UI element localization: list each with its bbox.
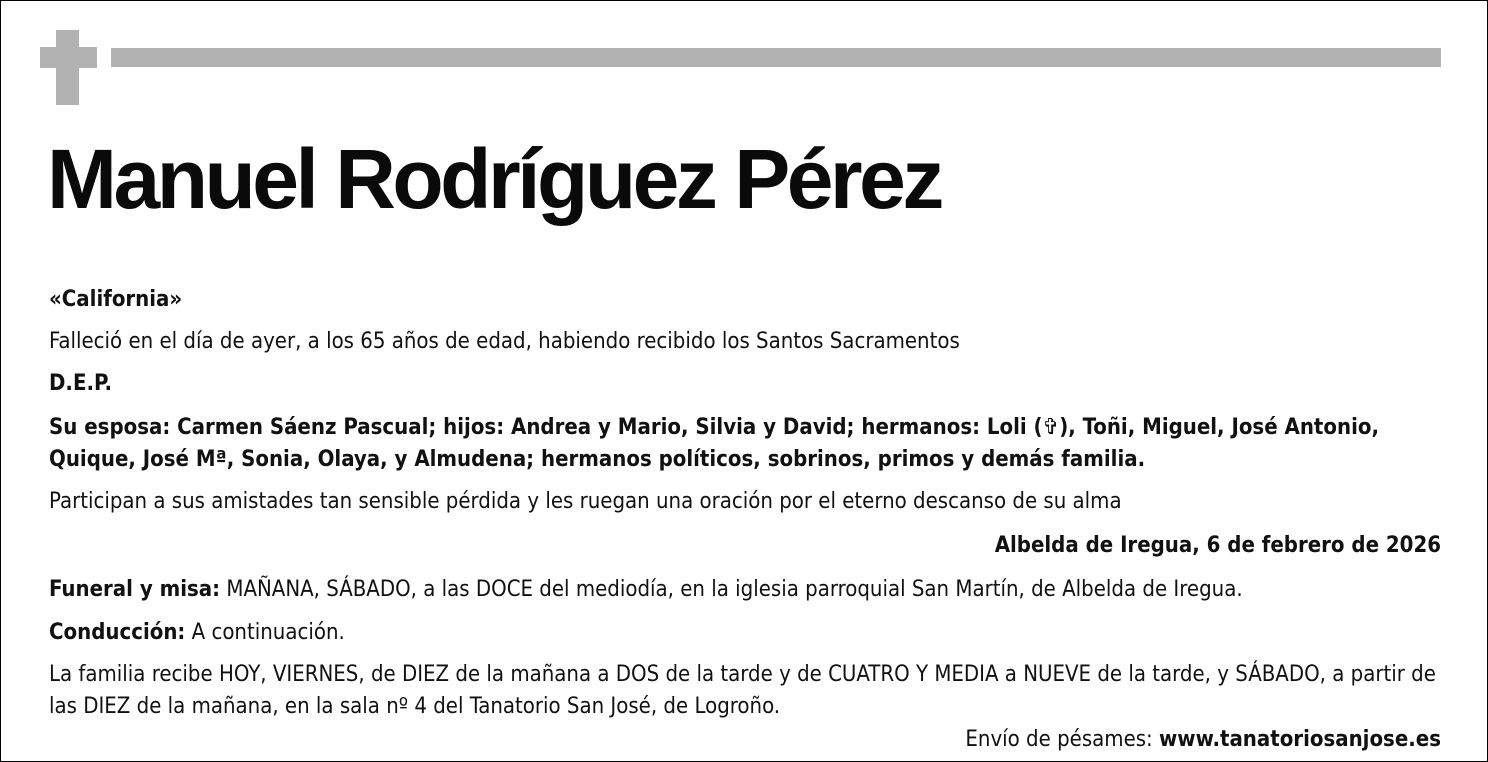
funeral-line bbox=[49, 574, 1243, 606]
deceased-cross-icon: ✞ bbox=[1042, 415, 1060, 440]
participation-text: Participan a sus amistades tan sensible pérdida y les ruegan una oración por el eterno descanso de su alma bbox=[49, 489, 1122, 514]
conduction-text: A continuación. bbox=[185, 620, 345, 645]
place-date: Albelda de Iregua, 6 de febrero de 2026 bbox=[994, 533, 1441, 558]
nickname: «California» bbox=[49, 287, 183, 312]
family-list-end: ), Toñi, Miguel, José Antonio, Quique, José Mª, Sonia, Olaya, y Almudena; hermanos políticos, sobrinos, primos y demás familia. bbox=[49, 415, 1379, 472]
condolences-line bbox=[965, 724, 1441, 756]
conduction-label: Conducción: bbox=[49, 620, 186, 645]
family-list-start: Su esposa: Carmen Sáenz Pascual; hijos: Andrea y Mario, Silvia y David; hermanos: Loli ( bbox=[49, 415, 1043, 440]
funeral-text: MAÑANA, SÁBADO, a las DOCE del mediodía, en la iglesia parroquial San Martín, de Albelda de Iregua. bbox=[220, 577, 1243, 602]
dep-text: D.E.P. bbox=[49, 371, 112, 396]
header-bar bbox=[111, 48, 1441, 67]
deceased-name: Manuel Rodríguez Pérez bbox=[47, 132, 941, 226]
condolences-label: Envío de pésames: bbox=[965, 727, 1160, 752]
family-list bbox=[49, 412, 1449, 476]
death-notice: Falleció en el día de ayer, a los 65 años de edad, habiendo recibido los Santos Sacramentos bbox=[49, 329, 960, 354]
cross-icon-horizontal bbox=[40, 47, 97, 68]
conduction-line bbox=[49, 617, 345, 649]
visitation-text: La familia recibe HOY, VIERNES, de DIEZ de la mañana a DOS de la tarde y de CUATRO Y MEDIA a NUEVE de la tarde, y SÁBADO, a partir de las DIEZ de la mañana, en la sala nº 4 del Tanatorio San José, de Logroño. bbox=[49, 662, 1436, 719]
funeral-label: Funeral y misa: bbox=[49, 577, 221, 602]
condolences-link[interactable]: www.tanatoriosanjose.es bbox=[1159, 727, 1441, 752]
